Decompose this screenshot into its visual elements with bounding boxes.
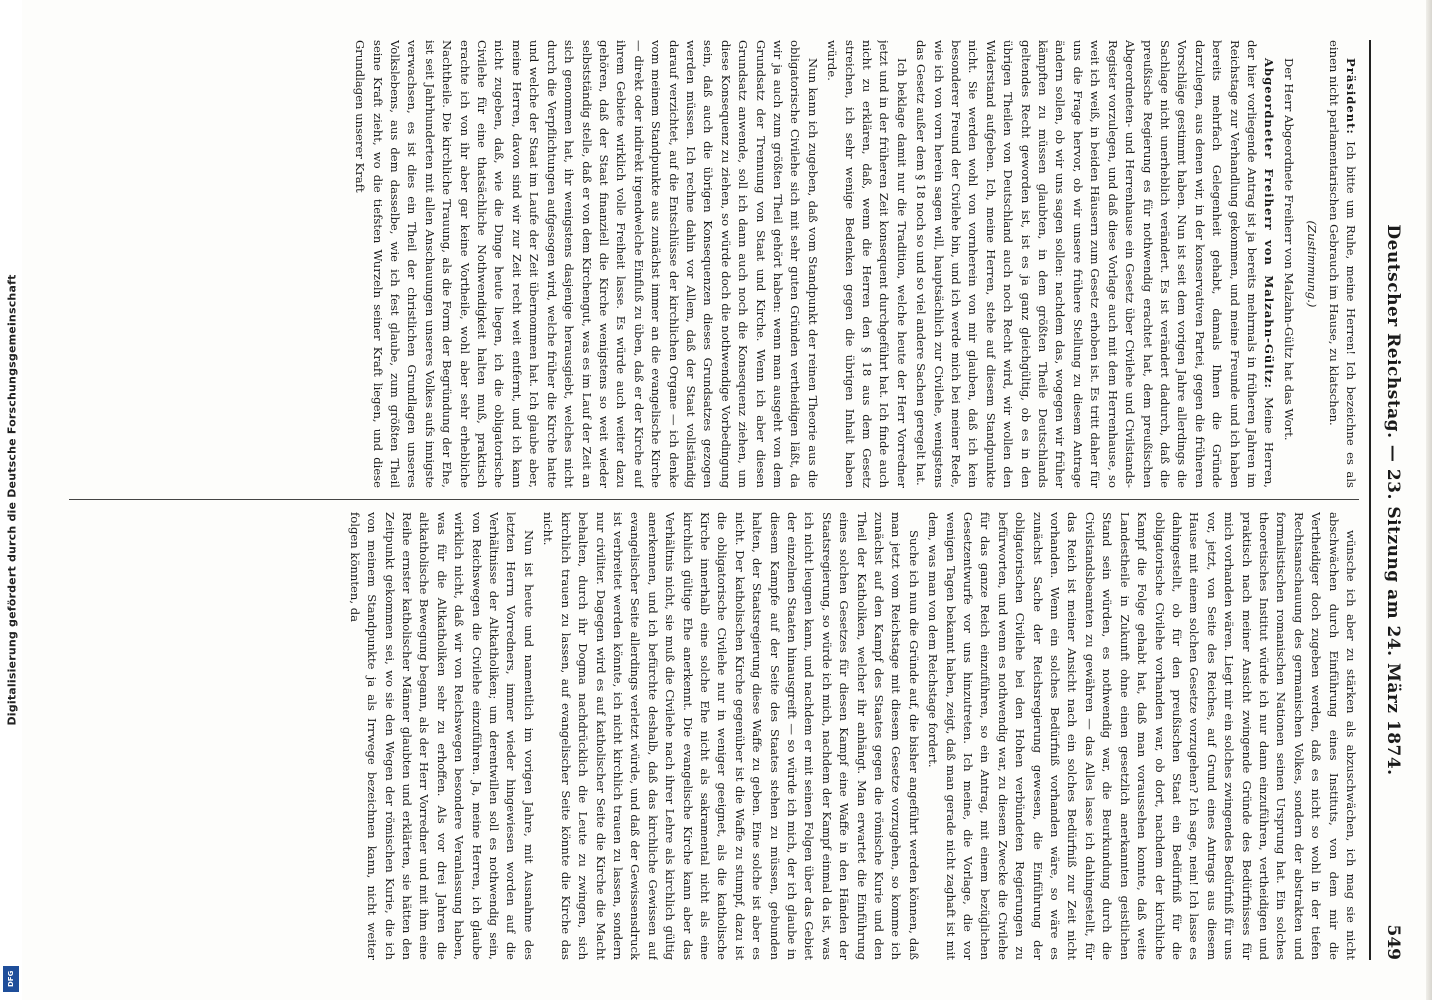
paragraph — [912, 40, 1278, 488]
dfg-logo-icon: DFG — [3, 966, 19, 992]
paragraph — [345, 512, 536, 960]
page-number: 549 — [1383, 924, 1403, 960]
speaker-name: Abgeordneter Freiherr von Malzahn-Gültz: — [1262, 58, 1277, 389]
rotated-page-content — [11, 20, 1421, 980]
paragraph-text: Meine Herren, der hier vorliegende Antrag ist ja bereits mehrmals in früheren Jahren im Reichstage zur Verhandlung gekommen, und meine Freunde und ich haben bereits mehrfach Gelegenheit gehabt, damals Ihnen die Gründe darzulegen, aus denen wir, in der konservativen Partei, gegen die früheren Vorschläge gestimmt haben. Nun ist seit dem vorigen Jahre allerdings die Sachlage nicht unerheblich verändert. Es ist verändert dadurch, daß die preußische Regierung es für nothwendig erachtet hat, dem preußischen Abgeordneten- und Herrenhause ein Gesetz über Civilehe und Civilstands-Register vorzulegen, und daß diese Vorlage auch mit dem Herrenhause, so weit ich weiß, in beiden Häusern zum Gesetz erhoben ist. Es tritt daher für uns die Frage hervor, ob wir unsere frühere Stellung zu diesem Antrage ändern sollen, ob wir uns sagen sollen: nachdem das, wogegen wir früher kämpften zu müssen glaubten, in dem größten Theile Deutschlands geltendes Recht geworden ist, ist es ja ganz gleichgültig, ob es in den übrigen Theilen von Deutschland auch noch Recht wird, wir wollen den Widerstand aufgeben. Ich, meine Herren, stehe auf diesem Standpunkte nicht. Sie werden wohl von vornherein von mir glauben, daß ich kein besonderer Freund der Civilehe bin, und ich werde mich bei meiner Rede, wie ich von vorn herein sagen will, hauptsächlich zur Civilehe, wenigstens das Gesetz außer dem § 18 noch so und so viel andere Sachen geregelt hat. — [914, 40, 1277, 488]
column-divider — [69, 499, 1359, 500]
text-column-left — [69, 40, 1359, 488]
paragraph — [539, 512, 922, 960]
paragraph-text: (Zustimmung.) — [1305, 220, 1320, 308]
interjection — [1303, 40, 1320, 488]
paragraph — [1324, 40, 1359, 488]
paragraph-text: Ich bitte um Ruhe, meine Herren! Ich bezeichne es als einen nicht parlamentarischen Gebrauch im Hause, zu klatschen. — [1326, 40, 1358, 488]
header-rule — [1369, 40, 1371, 960]
paragraph — [823, 40, 910, 488]
digitization-credit: Digitalisierung gefördert durch die Deutsche Forschungsgemeinschaft — [5, 274, 19, 726]
page-header — [1377, 40, 1407, 960]
paragraph — [924, 512, 1359, 960]
paragraph-text: Ich beklage damit nur die Tradition, welche heute der Herr Vorredner jetzt und in der früheren Zeit konsequent durchgeführt hat. Ich finde auch nicht zu erklären, daß, wenn die Herren den § 18 aus dem Gesetz streichen, ich sehr wenige Bedenken gegen die übrigen Inhalt haben würde. — [825, 40, 909, 488]
text-column-right — [69, 512, 1359, 960]
speaker-name: Präsident: — [1344, 58, 1358, 135]
header-title: Deutscher Reichstag. — 23. Sitzung am 24. März 1874. — [1383, 224, 1403, 776]
paragraph-text: Der Herr Abgeordnete Freiherr von Malzahn-Gültz hat das Wort. — [1281, 58, 1296, 441]
footer-strip — [0, 0, 22, 1000]
paragraph-text: Nun kann ich zugeben, daß vom Standpunkt der reinen Theorie aus die obligatorische Civilehe sich mit sehr guten Gründen vertheidigen läßt, da wir ja auch zum größten Theil gehört haben: wenn man ausgeht von dem Grundsatz der Trennung von Staat und Kirche. Wenn ich aber diesen Grundsatz anwende, soll ich dann auch noch die Konsequenz ziehen, um diese Konsequenz zu ziehen, so würde doch die nothwendige Vorbedingung sein, daß auch die übrigen Konsequenzen dieses Grundsatzes gezogen werden müssen. Ich rechne dahin vor Allem, daß der Staat vollständig darauf verzichtet, auf die Entschlüsse der kirchlichen Organe — ich denke vom meinem Standpunkte aus zunächst immer an die evangelische Kirche — direkt oder indirekt irgendwelche Einfluß zu üben, daß er der Kirche auf ihrem Gebiete wirklich volle Freiheit lasse. Es würde auch weiter dazu gehören, daß der Staat finanziell die Kirche wenigstens so weit wieder selbstständig stelle, daß er von dem Kirchengut, was es im Lauf der Zeit an sich genommen hat, ihr wenigstens dasjenige herausgiebt, welches nicht durch die Verpflichtungen aufgesogen wird, welche früher die Kirche hatte und welche der Staat im Laufe der Zeit übernommen hat. Ich glaube aber, meine Herren, davon sind wir zur Zeit recht weit entfernt, und ich kann nicht zugeben, daß, wie die Dinge heute liegen, ich die obligatorische Civilehe für eine thatsächliche Nothwendigkeit halten muß, praktisch erachte ich von ihr aber gar keine Vortheile, wohl aber sehr erhebliche Nachtheile. Die kirchliche Trauung, als die Form der Begründung der Ehe, ist seit Jahrhunderten mit allen Anschauungen unseres Volkes aufs innigste verwachsen, es ist dies ein Theil der christlichen Grundlagen unseres Volkslebens, aus dem dasselbe, wie ich fest glaube, zum größten Theil seine Kraft zieht, wo die tiefsten Wurzeln seiner Kraft liegen, und diese Grundlagen unserer Kraft — [353, 40, 820, 488]
paragraph-text: wünsche ich aber zu stärken als abzuschwächen, ich mag sie nicht abschwächen durch Einführung eines Instituts, von dem mir die Vertheidiger doch zugeben werden, daß es nicht so wohl in der tiefen Rechtsanschauung des germanischen Volkes, sondern der abstrakten und formalistischen romanischen Nationen seinen Ursprung hat. Ein solches theoretisches Institut würde ich nur dann einzuführen, vertheidigen und praktisch nach meiner Ansicht zwingende Gründe des Bedürfnisses für mich vorhanden wären. Liegt mir ein solches zwingendes Bedürfniß für uns vor, jetzt, von Seite des Reiches, auf Grund eines Antrags aus diesem Hause mit einem solchen Gesetze vorzugehen? Ich sage, nein! Ich lasse es dahingestellt, ob für den preußischen Staat ein Bedürfniß für die obligatorische Civilehe vorhanden war, ob dort, nachdem der kirchliche Kampf die Folge gehabt hat, daß man voraussehen konnte, daß weite Landestheile in Zukunft ohne einen gesetzlich anerkannten geistlichen Stand sein würden, es nothwendig war, die Beurkundung durch die Civilstandsbeamten zu gewähren — das Alles lasse ich dahingestellt, für das Reich ist meiner Ansicht nach ein solches Bedürfniß zur Zeit nicht vorhanden. Wenn ein solches Bedürfniß vorhanden wäre, so wäre es zunächst Sache der Reichsregierung gewesen, die Einführung der obligatorischen Civilehe bei den Hohen verbündeten Regierungen zu befürworten, und wenn es nothwendig war, zu diesem Zwecke die Civilehe für das ganze Reich einzuführen, so ein Antrag, mit einem bezüglichen Gesetzentwurfe vor uns hinzutreten. Ich meine, die Vorlage, die vor wenigen Tagen bekannt haben, zeigt, daß man gerade nicht zaghaft ist mit dem, was man von dem Reichstage fordert. — [926, 512, 1358, 960]
scan-edge — [1426, 0, 1432, 1000]
paragraph — [1279, 40, 1296, 488]
paragraph — [351, 40, 821, 488]
paragraph-text: Nun ist heute und namentlich im vorigen Jahre, mit Ausnahme des letzten Herrn Vorredners, immer wieder hingewiesen worden auf die Verhältnisse der Altkatholiken; um derentwillen soll es nothwendig sein, von Reichswegen die Civilehe einzuführen. Ja, meine Herren, ich glaube wirklich nicht, daß wir von Reichswegen besondere Veranlassung haben, was für die Altkatholiken sehr zu erhoffen. Als vor drei Jahren die altkatholische Bewegung begann, als der Herr Vorredner und mit ihm eine Reihe ernster katholischer Männer glaubten und erklärten, sie hätten den Zeitpunkt gekommen sei, wo sie den Wegen der römischen Kurie, die ich von meinem Standpunkte ja als Irrwege bezeichnen kann, nicht weiter folgen könnten, da — [347, 512, 536, 960]
paragraph-text: Suche ich nun die Gründe auf, die bisher angeführt werden können, daß man jetzt vom Reichstage mit diesem Gesetze vorzugehen, so komme ich zunächst auf den Kampf des Staates gegen die römische Kurie und den Theil der Katholiken, welcher ihr anhängt. Man erwartet die Einführung eines solchen Gesetzes für diesen Kampf eine Waffe in den Händen der Staatsregierung, so würde ich mich, nachdem der Kampf einmal da ist, was ich nicht leugnen kann, und nachdem er mit seinen Folgen über das Gebiet der einzelnen Staaten hinausgreift — so würde ich mich, der ich glaube in diesem Kampfe auf der Seite des Staates stehen zu müssen, gebunden halten, der Staatsregierung diese Waffe zu geben. Eine solche ist aber es nicht. Der katholischen Kirche gegenüber ist die Waffe zu stumpf, dazu ist die obligatorische Civilehe nur in weniger geeignet, als die katholische Kirche innerhalb eine solche Ehe nicht als sakramental nicht als eine kirchlich gültige Ehe anerkennt. Die evangelische Kirche kann aber das Verhältnis nicht, sie muß die Civilehe nach ihrer Lehre als kirchlich gültig anerkennen, und ich befürchte deshalb, daß das kirchliche Gewissen auf evangelischer Seite allerdings verletzt würde, und daß der Gewissensdruck ist verbreitet werden könnte, ich nicht kirchlich trauen zu lassen, sondern nur civiliter. Dagegen wird es auf katholischer Seite die Kirche die Macht behalten, durch ihr Dogma nachdrücklich die Leute zu zwingen, sich kirchlich trauen zu lassen, auf evangelischer Seite könnte die Kirche das nicht. — [541, 512, 921, 960]
